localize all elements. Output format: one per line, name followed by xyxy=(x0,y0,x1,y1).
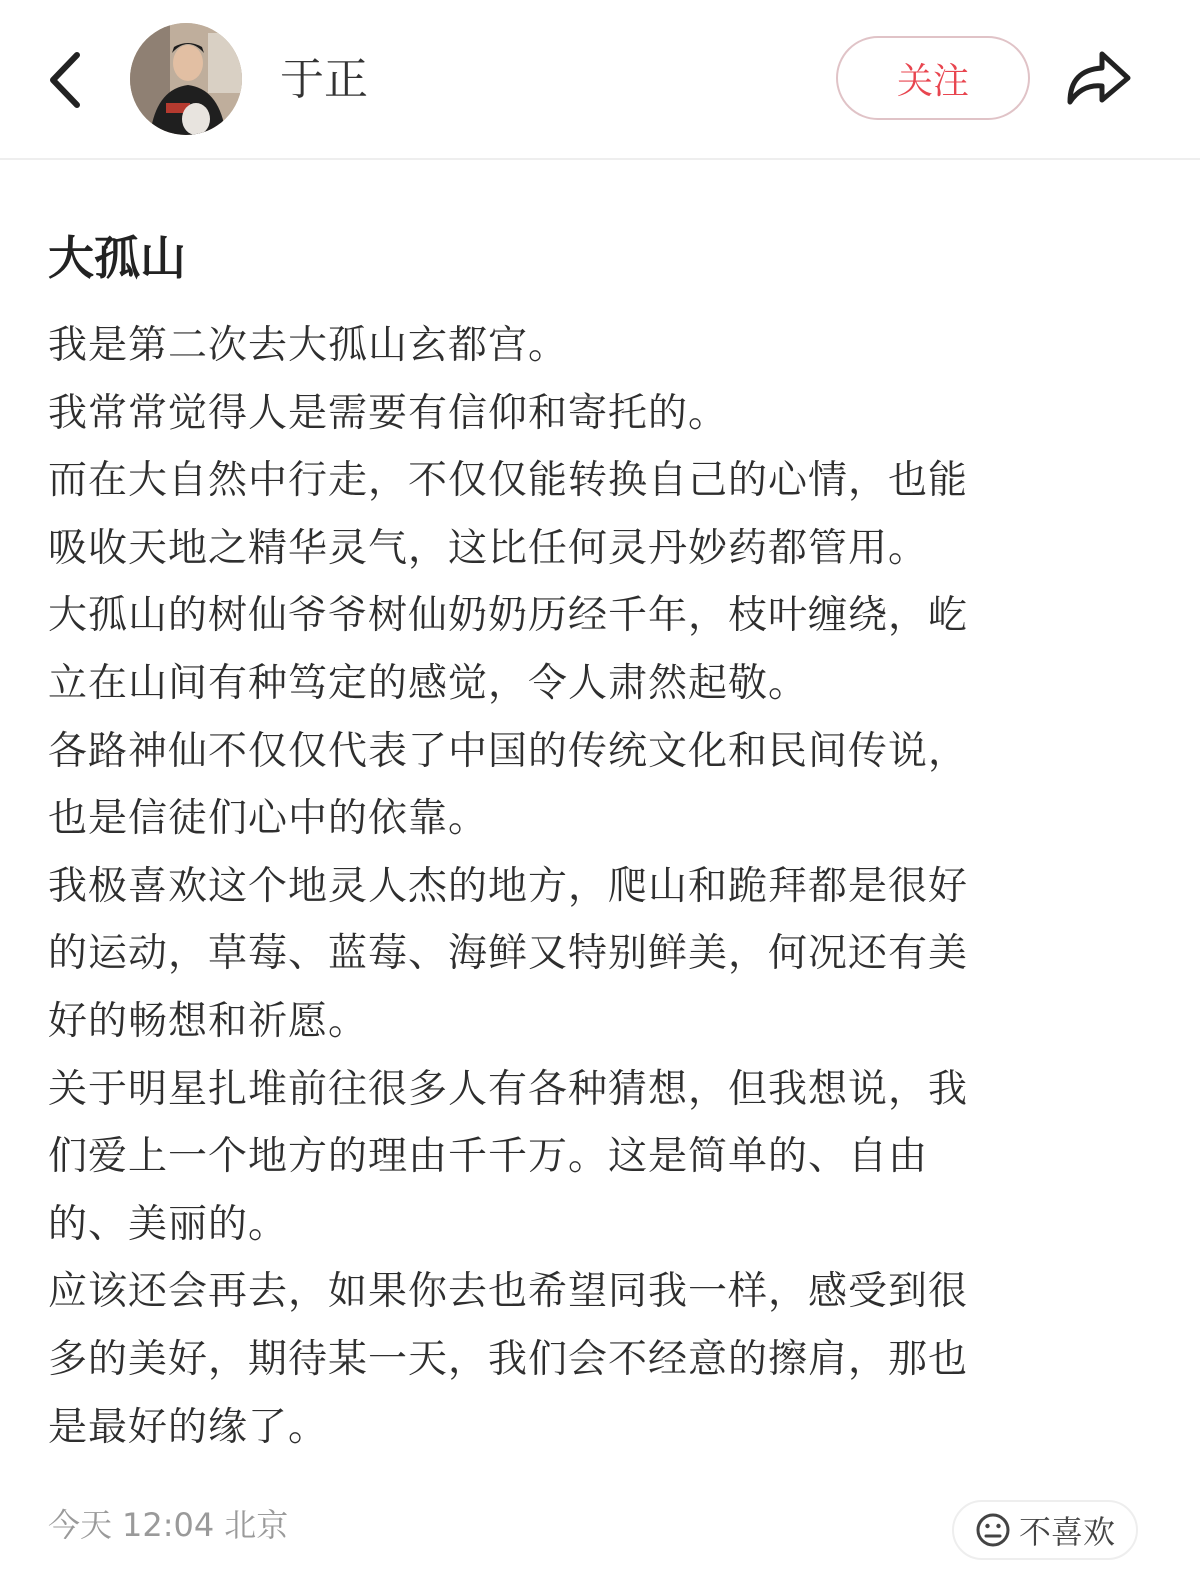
post-line: 们爱上一个地方的理由千千万。这是简单的、自由 xyxy=(48,1134,929,1180)
share-button[interactable] xyxy=(1058,42,1138,114)
post-line: 关于明星扎堆前往很多人有各种猜想，但我想说，我 xyxy=(48,1066,969,1112)
top-bar xyxy=(0,0,1200,160)
share-arrow-icon xyxy=(1062,48,1134,108)
follow-button[interactable]: 关注 xyxy=(836,36,1030,120)
post-line: 也是信徒们心中的依靠。 xyxy=(48,796,489,842)
post-title: 大孤山 xyxy=(48,231,186,285)
post-line: 的运动，草莓、蓝莓、海鲜又特别鲜美，何况还有美 xyxy=(48,931,969,977)
author-name[interactable]: 于正 xyxy=(280,54,368,105)
post-location: 北京 xyxy=(224,1506,289,1544)
post-line: 大孤山的树仙爷爷树仙奶奶历经千年，枝叶缠绕，屹 xyxy=(48,593,969,639)
post-date: 今天 xyxy=(48,1506,113,1544)
post-line: 多的美好，期待某一天，我们会不经意的擦肩，那也 xyxy=(48,1336,969,1382)
avatar[interactable] xyxy=(130,23,242,135)
post-line: 而在大自然中行走，不仅仅能转换自己的心情，也能 xyxy=(48,458,969,504)
post-body xyxy=(48,312,1148,1461)
post-line: 各路神仙不仅仅代表了中国的传统文化和民间传说， xyxy=(48,728,969,774)
post-line: 我极喜欢这个地灵人杰的地方，爬山和跪拜都是很好 xyxy=(48,863,969,909)
frown-face-icon xyxy=(975,1512,1011,1548)
back-button[interactable] xyxy=(40,44,90,116)
dislike-label: 不喜欢 xyxy=(1018,1513,1115,1551)
post-time: 12:04 xyxy=(122,1506,215,1544)
post-meta xyxy=(48,1500,288,1550)
post-line: 立在山间有种笃定的感觉，令人肃然起敬。 xyxy=(48,660,809,706)
avatar-photo xyxy=(130,23,242,135)
post-line: 我常常觉得人是需要有信仰和寄托的。 xyxy=(48,390,729,436)
dislike-button[interactable] xyxy=(952,1500,1138,1560)
post-line: 吸收天地之精华灵气，这比任何灵丹妙药都管用。 xyxy=(48,525,929,571)
post-line: 的、美丽的。 xyxy=(48,1201,289,1247)
post-line: 好的畅想和祈愿。 xyxy=(48,998,369,1044)
chevron-left-icon xyxy=(47,49,83,111)
post-line: 我是第二次去大孤山玄都宫。 xyxy=(48,323,569,368)
post-line: 应该还会再去，如果你去也希望同我一样，感受到很 xyxy=(48,1269,969,1315)
post-line: 是最好的缘了。 xyxy=(48,1404,329,1450)
